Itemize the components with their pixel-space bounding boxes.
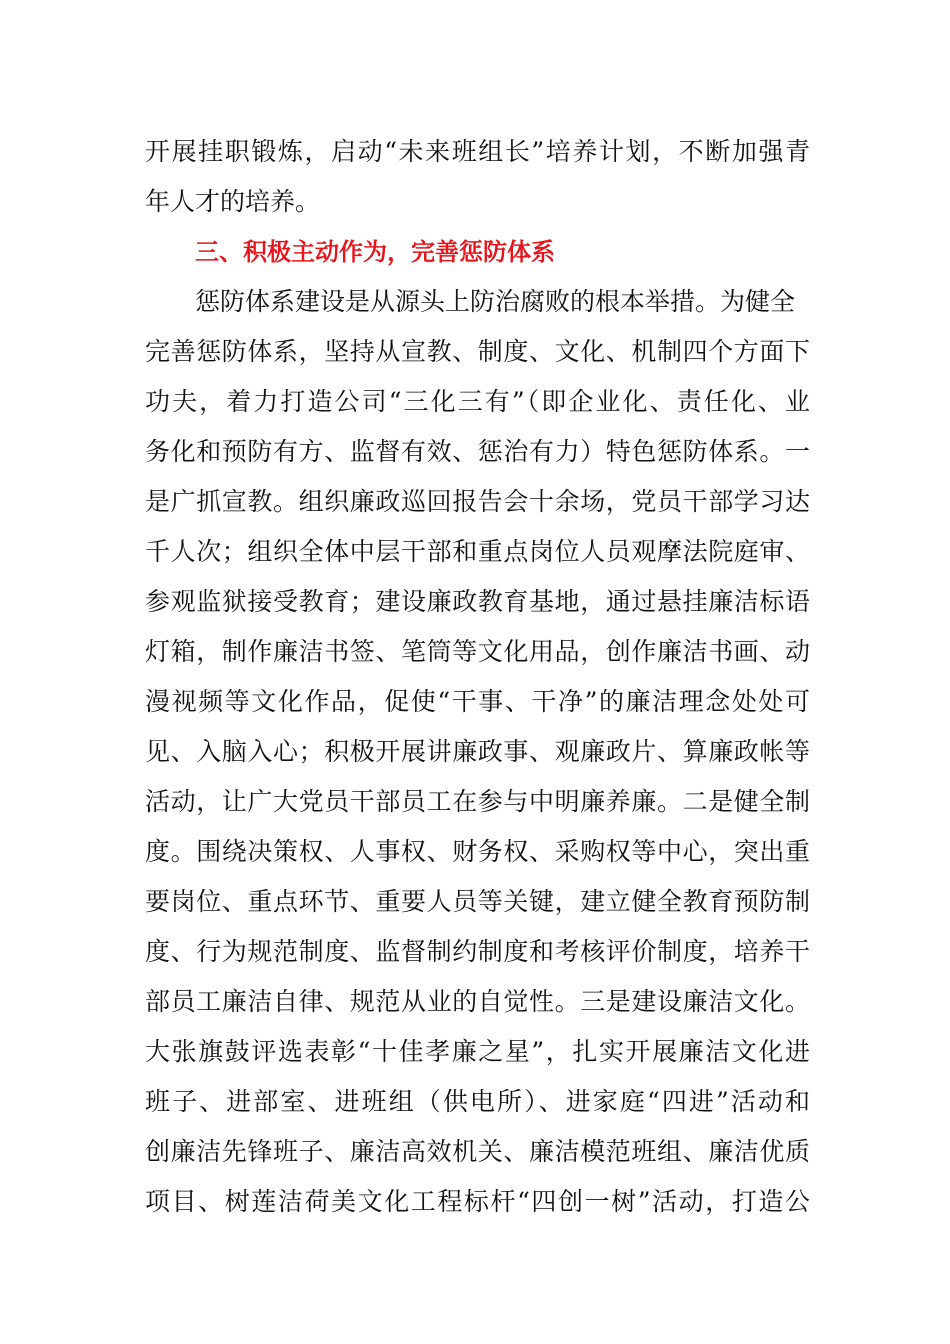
paragraph-line: 度。围绕决策权、人事权、财务权、采购权等中心，突出重 xyxy=(145,837,810,866)
paragraph-line: 完善惩防体系，坚持从宣教、制度、文化、机制四个方面下 xyxy=(145,337,810,366)
paragraph-line: 参观监狱接受教育；建设廉政教育基地，通过悬挂廉洁标语 xyxy=(145,587,810,616)
paragraph-line: 部员工廉洁自律、规范从业的自觉性。三是建设廉洁文化。 xyxy=(145,987,810,1016)
paragraph-line: 年人才的培养。 xyxy=(145,187,321,216)
paragraph-line: 是广抓宣教。组织廉政巡回报告会十余场，党员干部学习达 xyxy=(145,487,810,516)
paragraph-line: 活动，让广大党员干部员工在参与中明廉养廉。二是健全制 xyxy=(145,787,810,816)
paragraph-line: 功夫，着力打造公司“三化三有”（即企业化、责任化、业 xyxy=(145,387,810,416)
paragraph-line: 开展挂职锻炼，启动“未来班组长”培养计划，不断加强青 xyxy=(145,137,810,166)
paragraph-line: 项目、树莲洁荷美文化工程标杆“四创一树”活动，打造公 xyxy=(145,1187,810,1216)
paragraph-line: 班子、进部室、进班组（供电所）、进家庭“四进”活动和 xyxy=(145,1087,810,1116)
paragraph-line: 千人次；组织全体中层干部和重点岗位人员观摩法院庭审、 xyxy=(145,537,810,566)
paragraph-line: 度、行为规范制度、监督制约制度和考核评价制度，培养干 xyxy=(145,937,810,966)
paragraph-line: 要岗位、重点环节、重要人员等关键，建立健全教育预防制 xyxy=(145,887,810,916)
paragraph-line: 务化和预防有方、监督有效、惩治有力）特色惩防体系。一 xyxy=(145,437,810,466)
paragraph-line: 灯箱，制作廉洁书签、笔筒等文化用品，创作廉洁书画、动 xyxy=(145,637,810,666)
paragraph-line: 见、入脑入心；积极开展讲廉政事、观廉政片、算廉政帐等 xyxy=(145,737,810,766)
paragraph-line: 创廉洁先锋班子、廉洁高效机关、廉洁模范班组、廉洁优质 xyxy=(145,1137,810,1166)
paragraph-line: 惩防体系建设是从源头上防治腐败的根本举措。为健全 xyxy=(195,287,796,316)
paragraph-line: 大张旗鼓评选表彰“十佳孝廉之星”，扎实开展廉洁文化进 xyxy=(145,1037,810,1066)
section-heading: 三、积极主动作为，完善惩防体系 xyxy=(195,238,555,266)
paragraph-line: 漫视频等文化作品，促使“干事、干净”的廉洁理念处处可 xyxy=(145,687,810,716)
